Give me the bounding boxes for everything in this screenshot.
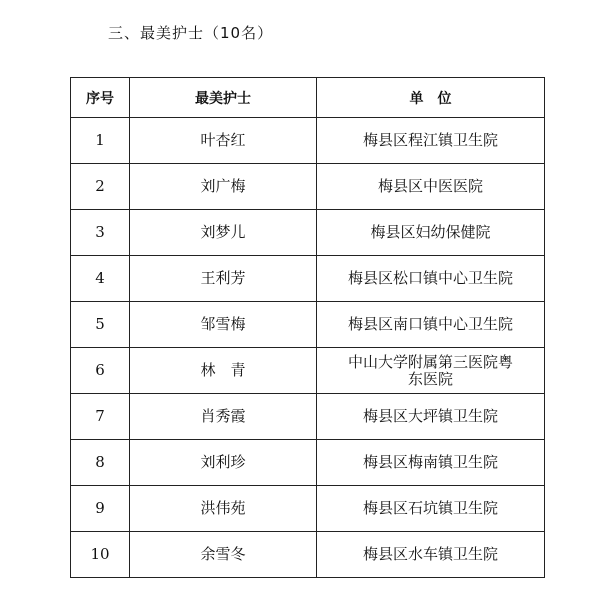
work-unit: 梅县区中医医院 bbox=[317, 164, 545, 210]
work-unit: 梅县区松口镇中心卫生院 bbox=[317, 256, 545, 302]
table-row bbox=[71, 348, 545, 394]
nurse-name: 余雪冬 bbox=[130, 532, 317, 578]
row-number: 1 bbox=[71, 118, 130, 164]
header-serial-number: 序号 bbox=[71, 78, 130, 118]
nurse-name: 叶杏红 bbox=[130, 118, 317, 164]
work-unit: 梅县区梅南镇卫生院 bbox=[317, 440, 545, 486]
row-number: 4 bbox=[71, 256, 130, 302]
nurse-name: 林 青 bbox=[130, 348, 317, 394]
work-unit: 中山大学附属第三医院粤东医院 bbox=[317, 348, 545, 394]
work-unit: 梅县区水车镇卫生院 bbox=[317, 532, 545, 578]
nurse-name: 洪伟苑 bbox=[130, 486, 317, 532]
table-row bbox=[71, 486, 545, 532]
work-unit: 梅县区石坑镇卫生院 bbox=[317, 486, 545, 532]
work-unit: 梅县区程江镇卫生院 bbox=[317, 118, 545, 164]
row-number: 6 bbox=[71, 348, 130, 394]
nurse-name: 邹雪梅 bbox=[130, 302, 317, 348]
work-unit: 梅县区南口镇中心卫生院 bbox=[317, 302, 545, 348]
row-number: 3 bbox=[71, 210, 130, 256]
section-heading: 三、最美护士（10名） bbox=[108, 24, 274, 42]
table-row bbox=[71, 440, 545, 486]
table-row bbox=[71, 256, 545, 302]
nurse-name: 肖秀霞 bbox=[130, 394, 317, 440]
table-row bbox=[71, 118, 545, 164]
table-row bbox=[71, 394, 545, 440]
row-number: 8 bbox=[71, 440, 130, 486]
nurse-name: 刘利珍 bbox=[130, 440, 317, 486]
work-unit: 梅县区大坪镇卫生院 bbox=[317, 394, 545, 440]
header-nurse-name: 最美护士 bbox=[130, 78, 317, 118]
nurse-name: 刘梦儿 bbox=[130, 210, 317, 256]
row-number: 9 bbox=[71, 486, 130, 532]
table-header-row bbox=[71, 78, 545, 118]
row-number: 10 bbox=[71, 532, 130, 578]
row-number: 2 bbox=[71, 164, 130, 210]
nurse-name: 王利芳 bbox=[130, 256, 317, 302]
header-work-unit: 单 位 bbox=[317, 78, 545, 118]
table-row bbox=[71, 210, 545, 256]
table-row bbox=[71, 164, 545, 210]
row-number: 7 bbox=[71, 394, 130, 440]
row-number: 5 bbox=[71, 302, 130, 348]
work-unit: 梅县区妇幼保健院 bbox=[317, 210, 545, 256]
nurse-name: 刘广梅 bbox=[130, 164, 317, 210]
nurse-award-table bbox=[70, 77, 545, 578]
table-row bbox=[71, 532, 545, 578]
table-row bbox=[71, 302, 545, 348]
